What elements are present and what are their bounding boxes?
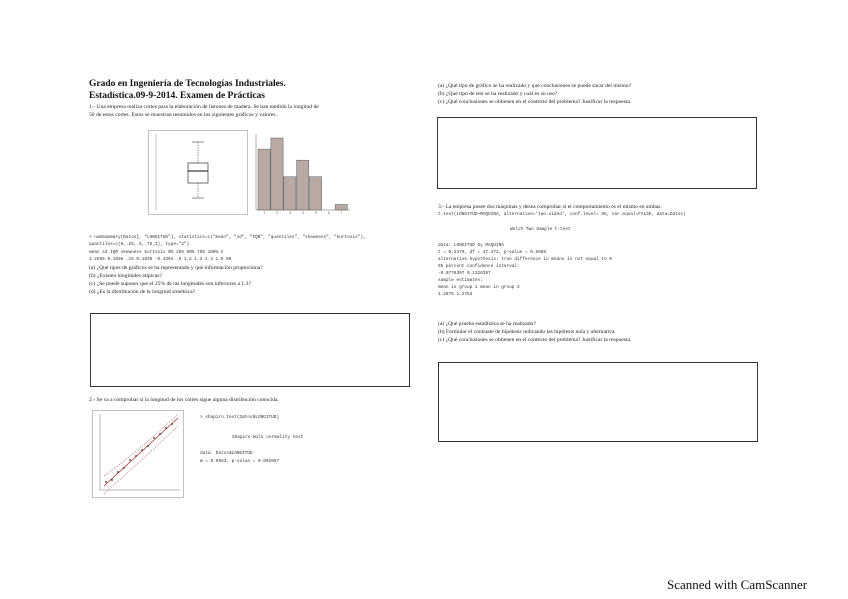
q3-answer-box[interactable] <box>438 362 758 442</box>
histogram-bar <box>335 204 347 210</box>
q1-question-d: (d) ¿Es la distribución de la longitud simétrica? <box>89 289 196 295</box>
histogram-figure <box>252 130 352 215</box>
q3-output-line2: t = 0.2376, df = 47.372, p-value = 0.5969 <box>438 250 547 255</box>
q3-question-a: (a) ¿Qué prueba estadística se ha realizado? <box>438 321 536 327</box>
q3-output-line1: data: LONGITUD by MAQUINA <box>438 243 504 248</box>
q2-question-b: (b) ¿Qué tipo de test se ha realizado y cuál es su uso? <box>438 91 558 97</box>
q2-intro: 2.- Se va a comprobar si la longitud de los cortes sigue alguna distribución conocida. <box>89 397 279 403</box>
histogram-bar <box>271 138 283 210</box>
q3-output-line7: mean in group 1 mean in group 2 <box>438 285 520 290</box>
histogram-bar <box>309 177 321 210</box>
histogram-tick-label: 2 <box>276 211 279 215</box>
q1-stats-values: 1.2596 0.1596 .15 0.1936 -0.3394 .9 1.2 1.3 1.3 1.5 50 <box>89 257 232 262</box>
q3-question-b: (b) Formular el contraste de hipótesis indicando las hipótesis nula y alternativa. <box>438 329 616 335</box>
q3-output-line8: 1.2875 1.2753 <box>438 292 473 297</box>
q3-output-line3: alternative hypothesis: true difference in means is not equal to 0 <box>438 257 612 262</box>
q2-question-c: (c) ¿Qué conclusiones se obtienen en el contexto del problema? Justificar la respuesta. <box>438 99 632 105</box>
q1-code-line2: quantiles=c(0,.25,.5,.75,1), type="2") <box>89 242 190 247</box>
histogram-tick-label: 6 <box>327 211 330 215</box>
q2-data-line: data: Datos$LONGITUD <box>200 451 253 456</box>
boxplot-figure <box>148 130 248 215</box>
histogram-tick-label: 7 <box>340 211 343 215</box>
q1-answer-box[interactable] <box>90 313 410 387</box>
q1-question-c: (c) ¿Se puede suponer que el 25% de las longitudes son inferiores a 1.3? <box>89 281 251 287</box>
q2-question-a: (a) ¿Qué tipo de gráfico se ha realizado y qué conclusiones se puede sacar del mismo? <box>438 83 632 89</box>
histogram-tick-label: 1 <box>263 211 266 215</box>
histogram-bar <box>258 149 270 210</box>
q1-intro-line1: 1.- Una empresa realiza cortes para la elaboración de listones de madera. Se han medido la longitud de <box>89 104 319 110</box>
q3-intro: 3.- La empresa posee dos máquinas y desea comprobar si el comportamiento es el mismo en ambas. <box>438 204 662 210</box>
q1-question-a: (a) ¿Qué tipos de gráficos se ha representado y qué información proporciona? <box>89 265 263 271</box>
q3-ttest-command: t.test(LONGITUD~MAQUINA, alternative='two.sided', conf.level=.95, var.equal=FALSE, data=Datos) <box>438 212 686 217</box>
histogram-tick-label: 5 <box>314 211 317 215</box>
qq-plot-figure <box>92 410 184 498</box>
q3-output-line5: -0.0770397 0.1326397 <box>438 271 491 276</box>
q2-result-line: W = 0.9583, p-value = 0.002657 <box>200 459 280 464</box>
q3-output-line6: sample estimates: <box>438 278 483 283</box>
q1-question-b: (b) ¿Existen longitudes atípicas? <box>89 273 162 279</box>
q1-intro-line2: 50 de estos cortes. Estos se muestran resumidos en los siguientes gráficos y valores. <box>89 112 277 118</box>
histogram-bar <box>284 177 296 210</box>
camscanner-watermark: Scanned with CamScanner <box>667 577 808 592</box>
q1-stats-header: mean sd IQR skewness kurtosis 0% 25% 50% 75% 100% n <box>89 250 224 255</box>
q3-test-name: Welch Two Sample t-test <box>510 227 571 232</box>
q3-question-c: (c) ¿Qué conclusiones se obtienen en el contexto del problema? Justificar la respuesta. <box>438 337 632 343</box>
histogram-bar <box>297 160 309 210</box>
histogram-tick-label: 3 <box>289 211 292 215</box>
q1-code-line1: > numSummary(Datos[, "LONGITUD"], statistics=c("mean", "sd", "IQR", "quantiles", "skewness", "kurtosis"), <box>89 235 366 240</box>
exam-subtitle: Estadística.09-9-2014. Examen de Prácticas <box>89 91 265 101</box>
q3-output-line4: 95 percent confidence interval: <box>438 264 520 269</box>
q2-answer-box[interactable] <box>437 117 757 189</box>
histogram-tick-label: 4 <box>302 211 304 215</box>
exam-title: Grado en Ingeniería de Tecnologías Industriales. <box>89 79 286 89</box>
q2-test-name: Shapiro-Wilk normality test <box>232 435 304 440</box>
q2-shapiro-command: > shapiro.test(Datos$LONGITUD) <box>200 415 280 420</box>
